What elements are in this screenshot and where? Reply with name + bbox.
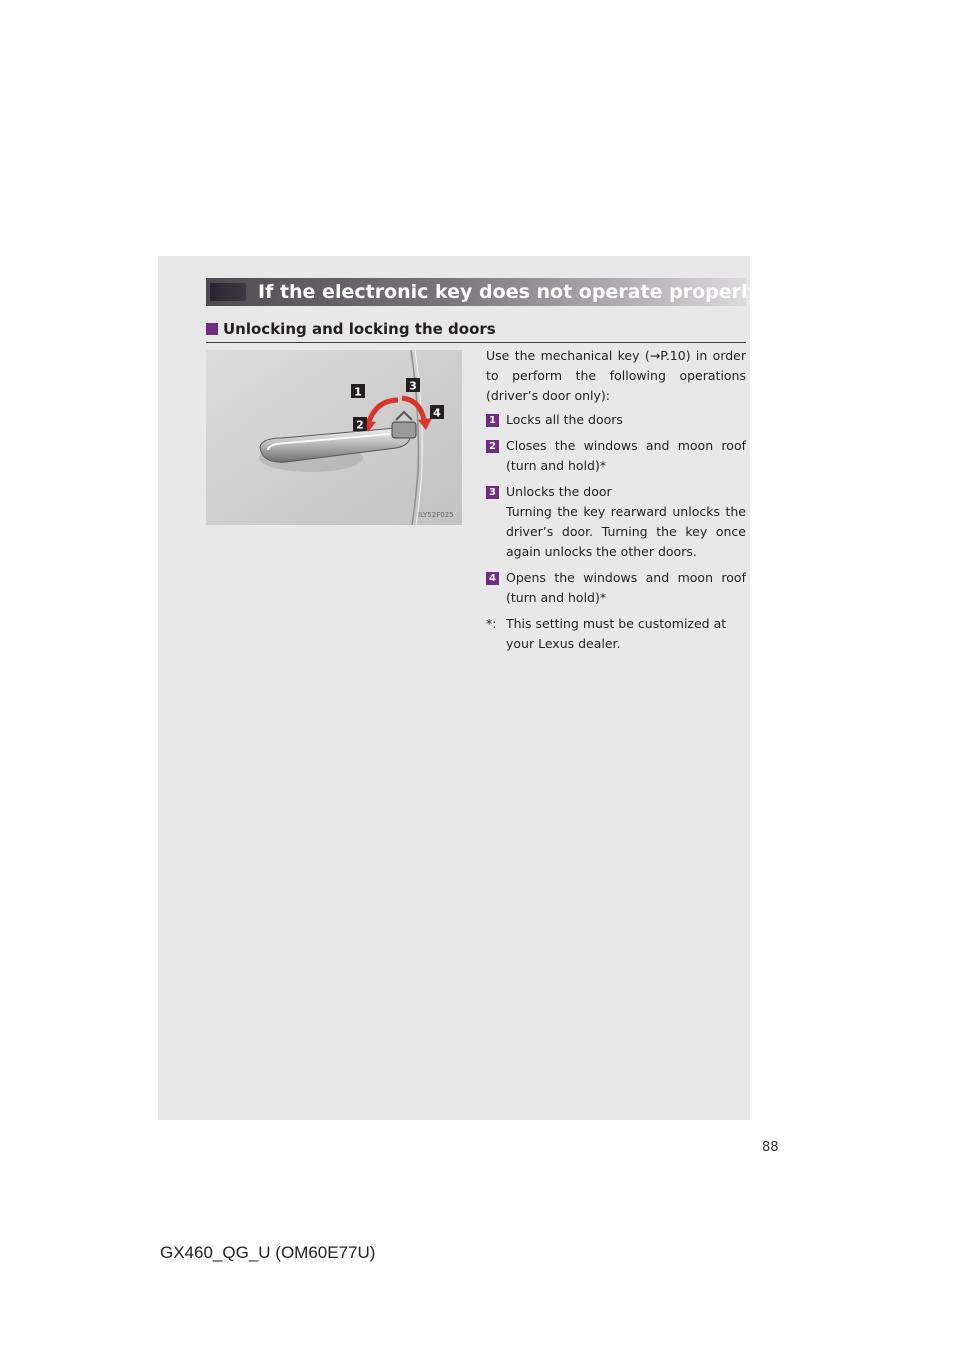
step-title: Opens the windows and moon roof (turn and hold)* <box>506 570 746 605</box>
figure-callout-1-icon <box>351 384 365 399</box>
section-title: If the electronic key does not operate properly <box>258 281 760 303</box>
step-4 <box>486 568 746 608</box>
step-title: Unlocks the door <box>506 484 612 499</box>
document-code: GX460_QG_U (OM60E77U) <box>160 1243 376 1262</box>
step-number-badge: 2 <box>486 440 499 453</box>
step-3 <box>486 482 746 562</box>
step-number-badge: 3 <box>486 486 499 499</box>
door-handle-image <box>206 350 462 525</box>
footnote <box>486 614 746 654</box>
footnote-text: This setting must be customized at your Lexus dealer. <box>506 616 727 651</box>
svg-text:4: 4 <box>433 406 441 420</box>
square-bullet-icon <box>206 323 218 335</box>
content-panel <box>158 256 760 1120</box>
header-swatch <box>210 283 246 301</box>
svg-text:1: 1 <box>354 385 362 399</box>
svg-text:3: 3 <box>409 379 417 393</box>
step-number-badge: 4 <box>486 572 499 585</box>
figure-callout-2-icon <box>353 417 367 432</box>
subsection-title: Unlocking and locking the doors <box>223 320 496 338</box>
figure-callout-4-icon <box>430 405 444 420</box>
instructions <box>486 346 746 654</box>
svg-text:2: 2 <box>356 418 364 432</box>
step-title: Locks all the doors <box>506 412 623 427</box>
step-detail: Turning the key rearward unlocks the driver’s door. Turning the key once again unlocks the other doors. <box>506 504 746 559</box>
subsection-header <box>206 318 746 343</box>
step-2 <box>486 436 746 476</box>
figure-code: ILY52F025 <box>418 511 454 519</box>
section-header <box>206 278 760 306</box>
door-handle-illustration <box>206 350 462 525</box>
figure-callout-3-icon <box>406 378 420 393</box>
intro-text: Use the mechanical key (→P.10) in order to perform the following operations (driver’s door only): <box>486 348 746 403</box>
step-1 <box>486 410 746 430</box>
step-number-badge: 1 <box>486 414 499 427</box>
step-title: Closes the windows and moon roof (turn and hold)* <box>506 438 746 473</box>
footnote-mark: *: <box>486 616 497 631</box>
page-number: 88 <box>762 1140 779 1155</box>
